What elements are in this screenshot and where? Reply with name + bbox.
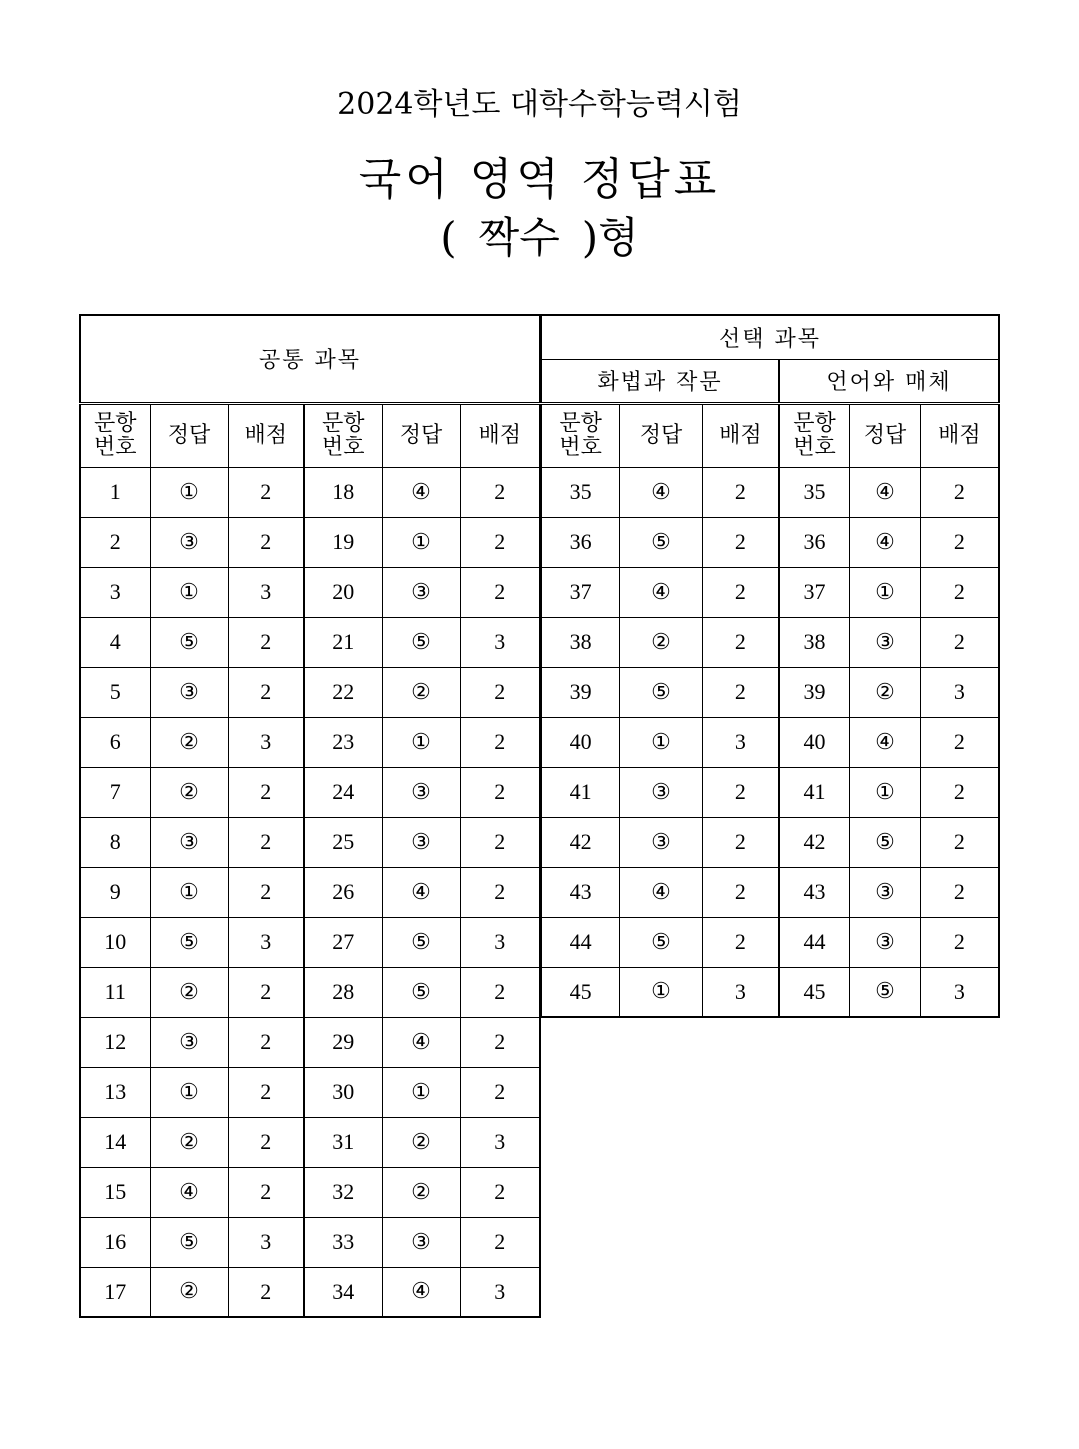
table-row (80, 967, 540, 1017)
answer: ④ (620, 567, 703, 617)
col-header-score: 배점 (702, 403, 779, 467)
score: 3 (702, 717, 779, 767)
score: 2 (460, 517, 540, 567)
question-number: 8 (80, 817, 150, 867)
score: 2 (228, 1067, 304, 1117)
answer: ③ (850, 917, 921, 967)
table-row (80, 917, 540, 967)
table-row (80, 667, 540, 717)
table-row (80, 1267, 540, 1317)
question-number: 33 (304, 1217, 382, 1267)
table-row (541, 817, 999, 867)
answer: ③ (382, 767, 460, 817)
score: 2 (460, 1217, 540, 1267)
question-number: 12 (80, 1017, 150, 1067)
answer: ④ (850, 517, 921, 567)
answer: ① (382, 717, 460, 767)
question-number: 29 (304, 1017, 382, 1067)
answer: ② (150, 1267, 228, 1317)
score: 2 (920, 767, 999, 817)
answer: ⑤ (150, 617, 228, 667)
answer: ① (382, 517, 460, 567)
question-number: 1 (80, 467, 150, 517)
question-number: 32 (304, 1167, 382, 1217)
score: 3 (460, 617, 540, 667)
col-header-number: 문항 번호 (779, 403, 850, 467)
question-number: 15 (80, 1167, 150, 1217)
question-number: 43 (779, 867, 850, 917)
answer: ⑤ (382, 917, 460, 967)
answer: ③ (150, 1017, 228, 1067)
question-number: 36 (779, 517, 850, 567)
language-media-header: 언어와 매체 (779, 359, 999, 403)
question-number: 20 (304, 567, 382, 617)
score: 2 (460, 467, 540, 517)
score: 2 (460, 667, 540, 717)
question-number: 36 (541, 517, 620, 567)
score: 3 (460, 1267, 540, 1317)
answer: ④ (382, 1267, 460, 1317)
col-header-answer: 정답 (620, 403, 703, 467)
answer: ② (150, 967, 228, 1017)
answer: ② (382, 667, 460, 717)
answer: ⑤ (620, 667, 703, 717)
score: 2 (460, 1067, 540, 1117)
answer: ① (620, 717, 703, 767)
answer-sheet-title: 국어 영역 정답표 (358, 154, 721, 205)
table-row (541, 567, 999, 617)
question-number: 14 (80, 1117, 150, 1167)
answer: ③ (150, 667, 228, 717)
answer: ④ (382, 467, 460, 517)
question-number: 44 (541, 917, 620, 967)
score: 3 (702, 967, 779, 1017)
answer: ③ (382, 1217, 460, 1267)
score: 2 (460, 817, 540, 867)
answer: ① (850, 767, 921, 817)
score: 2 (920, 517, 999, 567)
question-number: 41 (779, 767, 850, 817)
score: 2 (702, 567, 779, 617)
answer: ② (150, 1117, 228, 1167)
score: 2 (920, 467, 999, 517)
question-number: 23 (304, 717, 382, 767)
table-row (80, 467, 540, 517)
answer: ③ (620, 817, 703, 867)
answer: ④ (620, 867, 703, 917)
answer: ⑤ (382, 617, 460, 667)
question-number: 35 (779, 467, 850, 517)
answer: ① (150, 567, 228, 617)
question-number: 39 (779, 667, 850, 717)
score: 2 (228, 1117, 304, 1167)
question-number: 16 (80, 1217, 150, 1267)
table-row (80, 567, 540, 617)
question-number: 19 (304, 517, 382, 567)
question-number: 3 (80, 567, 150, 617)
score: 2 (460, 1167, 540, 1217)
answer: ⑤ (382, 967, 460, 1017)
table-row (80, 867, 540, 917)
question-number: 43 (541, 867, 620, 917)
table-row (541, 917, 999, 967)
question-number: 45 (541, 967, 620, 1017)
score: 3 (228, 917, 304, 967)
answer: ③ (850, 617, 921, 667)
table-row (80, 517, 540, 567)
score: 2 (702, 867, 779, 917)
question-number: 35 (541, 467, 620, 517)
answer: ⑤ (620, 917, 703, 967)
answer: ① (382, 1067, 460, 1117)
score: 2 (920, 917, 999, 967)
question-number: 18 (304, 467, 382, 517)
table-row (541, 667, 999, 717)
score: 2 (702, 917, 779, 967)
col-header-answer: 정답 (150, 403, 228, 467)
question-number: 17 (80, 1267, 150, 1317)
score: 3 (920, 667, 999, 717)
score: 2 (228, 817, 304, 867)
score: 2 (702, 667, 779, 717)
answer: ② (382, 1167, 460, 1217)
answer: ⑤ (850, 967, 921, 1017)
answer: ② (382, 1117, 460, 1167)
question-number: 44 (779, 917, 850, 967)
score: 2 (460, 717, 540, 767)
answer: ① (150, 467, 228, 517)
score: 2 (228, 1267, 304, 1317)
form-type-close: )형 (581, 213, 639, 262)
table-row (541, 767, 999, 817)
answer: ③ (382, 567, 460, 617)
score: 2 (460, 767, 540, 817)
score: 2 (228, 767, 304, 817)
col-header-answer: 정답 (382, 403, 460, 467)
table-row (541, 467, 999, 517)
score: 2 (228, 667, 304, 717)
question-number: 38 (541, 617, 620, 667)
score: 3 (228, 717, 304, 767)
score: 2 (228, 517, 304, 567)
score: 2 (460, 1017, 540, 1067)
answer: ⑤ (150, 1217, 228, 1267)
question-number: 42 (779, 817, 850, 867)
answer: ① (620, 967, 703, 1017)
question-number: 6 (80, 717, 150, 767)
elective-subject-table (540, 314, 1000, 1018)
form-type-label: 짝수 (478, 213, 560, 262)
answer: ③ (620, 767, 703, 817)
speech-writing-header: 화법과 작문 (541, 359, 779, 403)
table-row (80, 1017, 540, 1067)
answer: ① (150, 1067, 228, 1117)
form-type-open: ( (440, 213, 457, 262)
answer: ④ (850, 717, 921, 767)
answer: ② (150, 767, 228, 817)
table-row (541, 517, 999, 567)
score: 2 (460, 867, 540, 917)
table-row (80, 1217, 540, 1267)
question-number: 34 (304, 1267, 382, 1317)
answer: ⑤ (850, 817, 921, 867)
score: 2 (920, 867, 999, 917)
common-subject-header: 공통 과목 (80, 315, 540, 403)
table-row (541, 717, 999, 767)
question-number: 21 (304, 617, 382, 667)
table-row (80, 1067, 540, 1117)
score: 2 (702, 617, 779, 667)
table-row (80, 767, 540, 817)
score: 2 (920, 617, 999, 667)
question-number: 38 (779, 617, 850, 667)
question-number: 10 (80, 917, 150, 967)
score: 2 (702, 517, 779, 567)
answer: ④ (620, 467, 703, 517)
score: 2 (228, 467, 304, 517)
score: 2 (702, 767, 779, 817)
question-number: 30 (304, 1067, 382, 1117)
score: 2 (460, 567, 540, 617)
answer: ③ (382, 817, 460, 867)
score: 2 (920, 817, 999, 867)
answer: ④ (150, 1167, 228, 1217)
question-number: 31 (304, 1117, 382, 1167)
question-number: 39 (541, 667, 620, 717)
score: 2 (228, 1167, 304, 1217)
question-number: 45 (779, 967, 850, 1017)
table-row (80, 717, 540, 767)
table-row (541, 967, 999, 1017)
answer: ① (850, 567, 921, 617)
question-number: 37 (779, 567, 850, 617)
score: 2 (920, 567, 999, 617)
answer: ⑤ (620, 517, 703, 567)
answer: ② (850, 667, 921, 717)
question-number: 13 (80, 1067, 150, 1117)
col-header-score: 배점 (920, 403, 999, 467)
answer: ① (150, 867, 228, 917)
score: 2 (460, 967, 540, 1017)
question-number: 22 (304, 667, 382, 717)
question-number: 37 (541, 567, 620, 617)
score: 2 (228, 1017, 304, 1067)
col-header-score: 배점 (460, 403, 540, 467)
question-number: 11 (80, 967, 150, 1017)
table-row (80, 817, 540, 867)
score: 3 (460, 917, 540, 967)
answer: ④ (382, 1017, 460, 1067)
score: 2 (920, 717, 999, 767)
col-header-score: 배점 (228, 403, 304, 467)
table-row (541, 617, 999, 667)
score: 3 (228, 1217, 304, 1267)
score: 2 (702, 467, 779, 517)
score: 2 (228, 867, 304, 917)
table-row (80, 1117, 540, 1167)
answer: ④ (850, 467, 921, 517)
question-number: 9 (80, 867, 150, 917)
question-number: 5 (80, 667, 150, 717)
answer: ④ (382, 867, 460, 917)
elective-subject-header: 선택 과목 (541, 315, 999, 359)
col-header-number: 문항 번호 (541, 403, 620, 467)
common-subject-table (79, 314, 541, 1318)
table-row (80, 1167, 540, 1217)
exam-title: 2024학년도 대학수학능력시험 (337, 87, 742, 122)
question-number: 26 (304, 867, 382, 917)
question-number: 24 (304, 767, 382, 817)
col-header-number: 문항 번호 (304, 403, 382, 467)
col-header-number: 문항 번호 (80, 403, 150, 467)
question-number: 4 (80, 617, 150, 667)
score: 3 (228, 567, 304, 617)
table-row (541, 867, 999, 917)
table-row (80, 617, 540, 667)
score: 2 (702, 817, 779, 867)
answer: ③ (150, 517, 228, 567)
score: 2 (228, 617, 304, 667)
question-number: 41 (541, 767, 620, 817)
score: 3 (460, 1117, 540, 1167)
question-number: 25 (304, 817, 382, 867)
question-number: 40 (779, 717, 850, 767)
score: 2 (228, 967, 304, 1017)
question-number: 28 (304, 967, 382, 1017)
answer: ② (620, 617, 703, 667)
question-number: 2 (80, 517, 150, 567)
question-number: 7 (80, 767, 150, 817)
question-number: 27 (304, 917, 382, 967)
answer: ② (150, 717, 228, 767)
col-header-answer: 정답 (850, 403, 921, 467)
form-type (0, 208, 1079, 268)
answer: ③ (150, 817, 228, 867)
answer: ③ (850, 867, 921, 917)
question-number: 40 (541, 717, 620, 767)
answer: ⑤ (150, 917, 228, 967)
score: 3 (920, 967, 999, 1017)
question-number: 42 (541, 817, 620, 867)
